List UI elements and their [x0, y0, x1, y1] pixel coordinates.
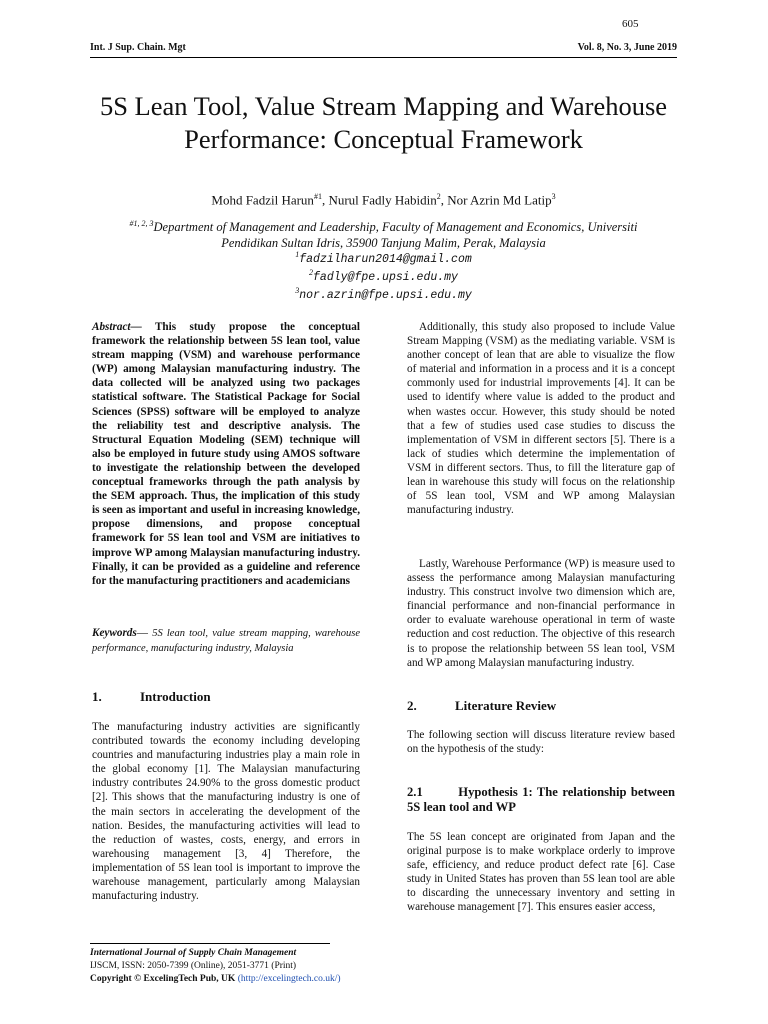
author-name: Mohd Fadzil Harun [211, 192, 314, 208]
keywords-label: Keywords [92, 627, 137, 639]
abstract-label: Abstract [92, 321, 131, 333]
subsection-heading-hypothesis-1 [407, 785, 675, 815]
author-name: Nurul Fadly Habidin [328, 192, 437, 208]
author-list: Mohd Fadzil Harun$^{\#1}$, Nurul Fadly Habidin$^2$, Nor Azrin Md Latip$^3$ [211, 192, 556, 208]
footer-issn: IJSCM, ISSN: 2050-7399 (Online), 2051-3771 (Print) [90, 961, 297, 971]
keywords-text: 5S lean tool, value stream mapping, warehouse performance, manufacturing industry, Malaysia [92, 628, 361, 655]
subsection-number: 2.1 [407, 785, 423, 799]
footer-journal-name: International Journal of Supply Chain Management [90, 948, 297, 958]
email-link[interactable]: fadly@fpe.upsi.edu.my [313, 270, 458, 284]
affiliation [110, 216, 657, 251]
footer-rule [90, 943, 330, 944]
header-rule [90, 57, 677, 58]
body-paragraph: Lastly, Warehouse Performance (WP) is measure used to assess the performance among Malaysian manufacturing industry. This construct involve two dimension which are, financial performance and non-financial performance in order to evaluate warehouse operational in term of waste reduction and cost reduction. The objective of this research is to propose the relationship between 5S lean tool, VSM and WP among Malaysian manufacturing industry. [407, 558, 675, 669]
introduction-paragraph: The manufacturing industry activities are significantly contributed towards the economy including developing countries and manufacturing industries play a main role in the global economy [1]. The Malaysian manufacturing industry contributes 24.90% to the gross domestic product [2]. This shows that the manufacturing industry is one of the main sectors in accelerating the development of the nation. Besides, the manufacturing activities will lead to the reduction of wastes, costs, energy, and errors in warehousing management [3, 4] Therefore, the implementation of 5S lean tool is important to improve the warehouse management, particularly among Malaysian manufacturing industry. [92, 721, 360, 903]
literature-review-paragraph: The following section will discuss literature review based on the hypothesis of the study: [407, 729, 675, 756]
keywords: Keywords— 5S lean tool, value stream mapping, warehouse performance, manufacturing industry, Malaysia [92, 627, 361, 655]
hypothesis-1-paragraph: The 5S lean concept are originated from Japan and the original purpose is to make workplace orderly to improve safe, efficiency, and reduce product defect rate [6]. Case study in United States has proven than 5S lean tool are able to discarding the unnecessary inventory and setting in warehouse management [7]. This ensures easier access, [407, 831, 675, 914]
email-link[interactable]: nor.azrin@fpe.upsi.edu.my [299, 288, 472, 302]
author-superscript: #1 [313, 192, 322, 201]
body-paragraph: Additionally, this study also proposed to include Value Stream Mapping (VSM) as the mediating variable. VSM is another concept of lean that are able to visualize the flow of material and information in a process and it is a concept commonly used for industrial improvements [4]. It can be used to identify where value is added to the product and when wastes occur. However, this study should be noted that a few of studies used case studies to discuss the implementation of VSM in different sectors [5]. There is a lack of studies which determine the implementation of VSM in different sectors. Thus, to fill the literature gap of lean in warehouse this study will focus on the relationship of 5S lean tool, VSM and WP among Malaysian manufacturing industry. [407, 321, 675, 517]
author-superscript: 2 [436, 192, 441, 201]
email-superscript: 1 [295, 250, 300, 259]
section-number: 1. [92, 689, 102, 704]
section-heading-introduction [92, 689, 211, 705]
email-line [90, 250, 677, 266]
section-heading-literature-review [407, 698, 556, 714]
author-superscript: 3 [551, 192, 556, 201]
section-title: Introduction [140, 689, 211, 704]
subsection-title: Hypothesis 1: The relationship between 5S lean tool and WP [407, 785, 675, 814]
author-name: Nor Azrin Md Latip [447, 192, 552, 208]
email-superscript: 3 [295, 286, 300, 295]
email-superscript: 2 [309, 268, 314, 277]
section-title: Literature Review [455, 698, 557, 713]
email-link[interactable]: fadzilharun2014@gmail.com [299, 252, 472, 266]
publisher-link[interactable]: (http://excelingtech.co.uk/) [237, 974, 341, 984]
email-line [90, 268, 677, 284]
volume-info: Vol. 8, No. 3, June 2019 [577, 42, 677, 53]
copyright-text: Copyright © ExcelingTech Pub, UK [90, 974, 236, 984]
section-number: 2. [407, 698, 417, 713]
abstract-text: This study propose the conceptual framework the relationship between 5S lean tool, value stream mapping (VSM) and warehouse performance (WP) among Malaysian manufacturing industry. The data collected will be analyzed using two packages statistical software. The Statistical Package for Social Sciences (SPSS) software will be employed to analyze the reliability test and descriptive analysis. The Structural Equation Modeling (SEM) technique will also be employed in future study using AMOS software to investigate the relationship between the developed conceptual frameworks through the path analysis by the SEM approach. Thus, the implication of this study is seen as important and useful in increasing knowledge, propose dimensions, and propose conceptual framework for 5S lean tool and VSM are initiatives to improve WP among Malaysian manufacturing industry. Finally, it can be provided as a guideline and reference for the manufacturing practitioners and academicians [92, 321, 360, 587]
abstract: Abstract— This study propose the conceptual framework the relationship between 5S lean tool, value stream mapping (VSM) and warehouse performance (WP) among Malaysian manufacturing industry. The data collected will be analyzed using two packages statistical software. The Statistical Package for Social Sciences (SPSS) software will be employed to analyze the reliability test and descriptive analysis. The Structural Equation Modeling (SEM) technique will also be employed in future study using AMOS software to investigate the relationship between the developed conceptual frameworks through the path analysis by the SEM approach. Thus, the implication of this study is seen as important and useful in increasing knowledge, propose dimensions, and propose conceptual framework for 5S lean tool and VSM are initiatives to improve WP among Malaysian manufacturing industry. Finally, it can be provided as a guideline and reference for the manufacturing practitioners and academicians [92, 321, 360, 587]
paper-title: 5S Lean Tool, Value Stream Mapping and Warehouse Performance: Conceptual Framework [99, 91, 668, 154]
page-number: 605 [622, 18, 639, 30]
affiliation-text: Department of Management and Leadership, Faculty of Management and Economics, Universiti Pendidikan Sultan Idris, 35900 Tanjung Malim, Perak, Malaysia [153, 220, 638, 251]
email-line [90, 286, 677, 302]
affiliation-superscript: #1, 2, 3 [129, 219, 154, 228]
footer-copyright [90, 974, 341, 984]
journal-short-name: Int. J Sup. Chain. Mgt [90, 42, 186, 53]
